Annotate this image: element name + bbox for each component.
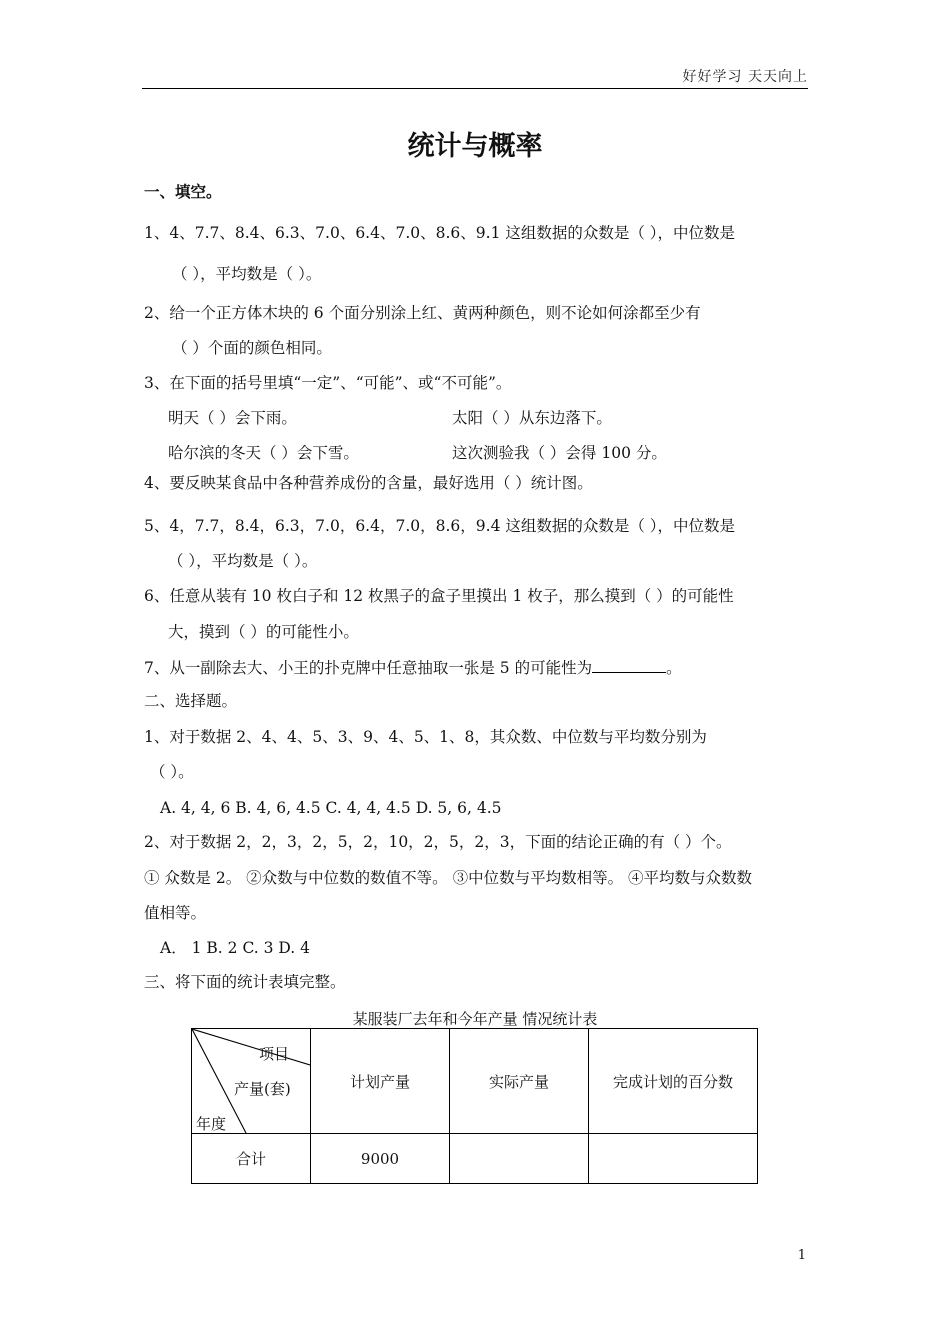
statistics-table xyxy=(191,1028,758,1184)
table-row xyxy=(192,1134,758,1184)
cell-planned-total: 9000 xyxy=(311,1134,450,1184)
col-header-planned: 计划产量 xyxy=(311,1029,450,1134)
cell-actual-total[interactable] xyxy=(450,1134,589,1184)
section1-heading: 一、填空。 xyxy=(144,183,222,201)
q7-end: 。 xyxy=(666,659,682,677)
q5-line2: （ ），平均数是（ ）。 xyxy=(168,552,318,570)
q7-answer-blank[interactable] xyxy=(592,658,666,673)
s2-q2-options: A． 1 B. 2 C. 3 D. 4 xyxy=(160,939,310,957)
q3-item2: 太阳（ ）从东边落下。 xyxy=(452,409,612,427)
page-number: 1 xyxy=(797,1248,806,1263)
q7-line xyxy=(144,658,682,678)
q3-line: 3、在下面的括号里填“一定”、“可能”、或“不可能”。 xyxy=(144,374,512,392)
s2-q1-line2: （ ）。 xyxy=(150,763,194,781)
q2-line2: （ ）个面的颜色相同。 xyxy=(172,339,332,357)
s2-q2-statements2: 值相等。 xyxy=(144,904,207,922)
q2-line1: 2、给一个正方体木块的 6 个面分别涂上红、黄两种颜色，则不论如何涂都至少有 xyxy=(144,304,701,322)
table-header-row xyxy=(192,1029,758,1134)
q5-line1: 5、4，7.7，8.4，6.3，7.0，6.4，7.0，8.6，9.4 这组数据的众数是（ ），中位数是 xyxy=(144,517,736,535)
q6-line1: 6、任意从装有 10 枚白子和 12 枚黑子的盒子里摸出 1 枚子，那么摸到（ ）的可能性 xyxy=(144,587,734,605)
s2-q1-options: A. 4, 4, 6 B. 4, 6, 4.5 C. 4, 4, 4.5 D. 5, 6, 4.5 xyxy=(160,799,502,817)
s2-q2-line: 2、对于数据 2，2，3，2，5，2，10，2，5，2，3，下面的结论正确的有（ ）个。 xyxy=(144,833,732,851)
q1-line2: （ ），平均数是（ ）。 xyxy=(172,265,322,283)
q6-line2: 大，摸到（ ）的可能性小。 xyxy=(168,623,359,641)
section2-heading: 二、选择题。 xyxy=(144,692,238,710)
q3-item3: 哈尔滨的冬天（ ）会下雪。 xyxy=(168,444,359,462)
s2-q2-statements1: ① 众数是 2。 ②众数与中位数的数值不等。 ③中位数与平均数相等。 ④平均数与众数数 xyxy=(144,869,752,887)
q4-line: 4、要反映某食品中各种营养成份的含量，最好选用（ ）统计图。 xyxy=(144,474,593,492)
diag-label-item: 项目 xyxy=(259,1045,290,1063)
q3-item1: 明天（ ）会下雨。 xyxy=(168,409,297,427)
q7-text: 7、从一副除去大、小王的扑克牌中任意抽取一张是 5 的可能性为 xyxy=(144,659,593,677)
table-caption: 某服装厂去年和今年产量 情况统计表 xyxy=(352,1010,598,1028)
diag-label-output: 产量(套) xyxy=(234,1080,291,1098)
section3-heading: 三、将下面的统计表填完整。 xyxy=(144,973,346,991)
page-title: 统计与概率 xyxy=(407,131,543,162)
q3-item4: 这次测验我（ ）会得 100 分。 xyxy=(452,444,667,462)
page-header-text: 好好学习 天天向上 xyxy=(682,69,808,85)
header-rule xyxy=(142,88,808,89)
cell-percent-total[interactable] xyxy=(589,1134,758,1184)
col-header-percent: 完成计划的百分数 xyxy=(589,1029,758,1134)
row-label-total: 合计 xyxy=(192,1134,311,1184)
s2-q1-line1: 1、对于数据 2、4、4、5、3、9、4、5、1、8，其众数、中位数与平均数分别为 xyxy=(144,728,707,746)
q1-line1: 1、4、7.7、8.4、6.3、7.0、6.4、7.0、8.6、9.1 这组数据的众数是（ ），中位数是 xyxy=(144,224,736,242)
diag-label-year: 年度 xyxy=(196,1115,227,1133)
col-header-actual: 实际产量 xyxy=(450,1029,589,1134)
diagonal-header-cell xyxy=(192,1029,311,1134)
